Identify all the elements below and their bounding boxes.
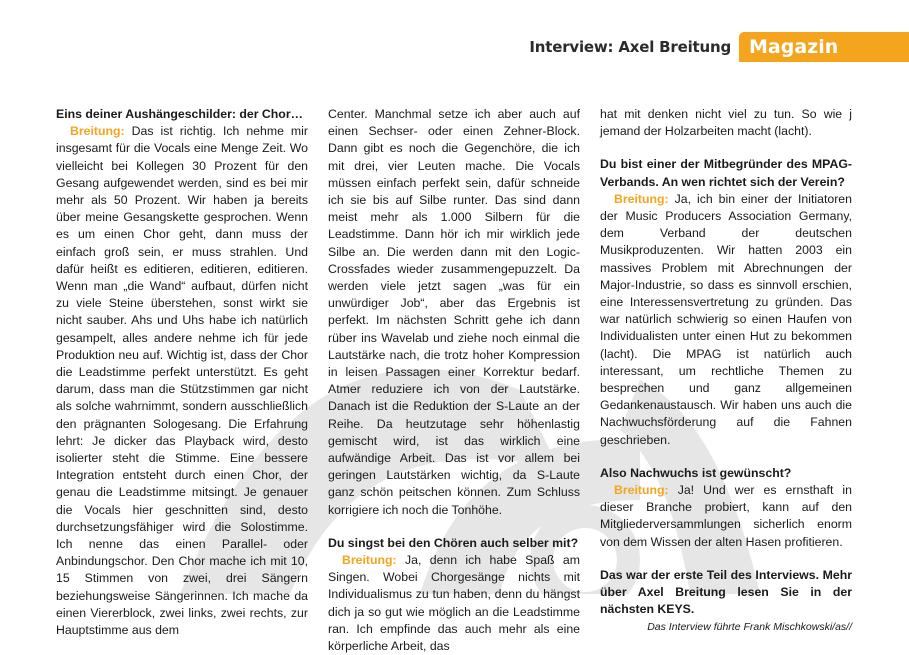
answer-paragraph bbox=[600, 482, 852, 551]
answer-text: Ja, denn ich habe Spaß am Singen. Wobei Chorgesänge nichts mit Individualismus zu tun haben, denn du hängst dich ja so gut wie möglich an die Leadstimme ran. Ich empfinde das auch mehr als eine körperliche Arbeit, das bbox=[328, 553, 580, 654]
answer-paragraph bbox=[56, 123, 308, 639]
answer-text: Das ist richtig. Ich nehme mir insgesamt für die Vocals eine Menge Zeit. Wo vielleicht bei Kollegen 30 Prozent für den Gesang aufgewendet werden, sind es bei mir mehr als 50 Prozent. Wir haben ja bereits über meine Gesangskette gesprochen. Wenn es um einen Chor geht, dann muss der einfach groß sein, er muss strahlen. Und dafür heißt es editieren, editieren, editieren. Wenn man „die Wand“ aufbaut, dürfen nicht zu viele Steine überstehen, sonst wirkt sie nicht sauber. Ahs und Uhs habe ich natürlich gesampelt, alles andere nehme ich für jede Produktion neu auf. Wichtig ist, dass der Chor die Leadstimme perfekt unterstützt. Es geht darum, dass man die Stützstimmen gar nicht als solche wahrnimmt, sondern ausschließlich den prägnanten Sologesang. Die Erfahrung lehrt: Je dicker das Playback wird, desto isolierter steht die Stimme. Eine bessere Integration entsteht durch einen Chor, der genau die Leadstimme mitsingt. Je genauer die Vocals hier geschnitten sind, desto durchsetzungsfähiger wird die Solostimme. Ich nenne das einen Parallel- oder Anbindungschor. Den Chor mache ich mit 10, 15 Stimmen von zwei, drei Sängern beziehungsweise Sängerinnen. Ich mache da einen Viererblock, zwei links, zwei rechts, zur Hauptstimme aus dem bbox=[56, 124, 308, 638]
speaker-label: Breitung: bbox=[614, 191, 669, 206]
closing-note: Das war der erste Teil des Interviews. Mehr über Axel Breitung lesen Sie in der nächsten KEYS. bbox=[600, 567, 852, 617]
answer-continuation: Center. Manchmal setze ich aber auch auf einen Sechser- oder einen Zehner-Block. Dann gibt es noch die Gegenchöre, die ich mit drei, vier Leuten mache. Die Vocals müssen einfach perfekt sein, dafür schneide ich sie bis auf Silbe runter. Das sind dann meist mehr als 1.000 Silbern für die Leadstimme. Dann hör ich mir wirklich jede Silbe an. Die werden dann mit den Logic-Crossfades wieder zusammengepuzzelt. Da werden viele jetzt sagen „was für ein unwürdiger Job“, aber das Ergebnis ist perfekt. Im nächsten Schritt gehe ich dann rüber ins Wavelab und ziehe noch einmal die Lautstärke nach, die trotz hoher Kompression in leisen Passagen einer Korrektur bedarf. Atmer reduziere ich von der Lautstärke. Danach ist die Reduktion der S-Laute an der Reihe. Da heutzutage sehr höhenlastig gemischt wird, ist das wirklich eine aufwändige Arbeit. Das ist vor allem bei geringen Lautstärken wichtig, da S-Laute ganz schön peitschen können. Zum Schluss korrigiere ich noch die Tonhöhe. bbox=[328, 107, 580, 517]
question-heading: Du bist einer der Mitbegründer des MPAG-Verbands. An wen richtet sich der Verein? bbox=[600, 157, 852, 189]
answer-paragraph bbox=[328, 552, 580, 655]
article-title: Interview: Axel Breitung bbox=[529, 38, 731, 56]
answer-paragraph bbox=[600, 191, 852, 449]
question-heading: Eins deiner Aushängeschilder: der Chor… bbox=[56, 107, 303, 121]
answer-text: Ja! Und wer es ernsthaft in dieser Branche probiert, kann auf den Mitgliederversammlungen sicherlich enorm von dem Wissen der alten Hasen profitieren. bbox=[600, 483, 852, 549]
page-header bbox=[529, 32, 909, 62]
question-heading: Also Nachwuchs ist gewünscht? bbox=[600, 465, 792, 480]
answer-continuation: hat mit denken nicht viel zu tun. So wie j jemand der Holzarbeiten macht (lacht). bbox=[600, 107, 852, 139]
question-heading: Du singst bei den Chören auch selber mit? bbox=[328, 535, 579, 550]
column-2 bbox=[328, 106, 580, 655]
article-body bbox=[56, 106, 852, 655]
section-tab: Magazin bbox=[739, 32, 909, 62]
speaker-label: Breitung: bbox=[342, 553, 397, 568]
speaker-label: Breitung: bbox=[614, 483, 669, 498]
answer-text: Ja, ich bin einer der Initiatoren der Music Producers Association Germany, dem Verband der deutschen Musikproduzenten. Wir hatten 2003 ein massives Problem mit Abrechnungen der Major-Industrie, so dass es sinnvoll erschien, eine Interessensvertretung zu gründen. Das war natürlich schwierig so einen Haufen von Individualisten unter einen Hut zu bekommen (lacht). Die MPAG ist natürlich auch interessant, um rechtliche Themen zu besprechen und ganz allgemeinen Gedankenaustausch. Wir haben uns auch die Nachwuchsförderung auf die Fahnen geschrieben. bbox=[600, 191, 852, 447]
column-3 bbox=[600, 106, 852, 655]
author-credit: Das Interview führte Frank Mischkowski/as// bbox=[647, 621, 852, 634]
column-1 bbox=[56, 106, 308, 655]
speaker-label: Breitung: bbox=[70, 124, 125, 139]
